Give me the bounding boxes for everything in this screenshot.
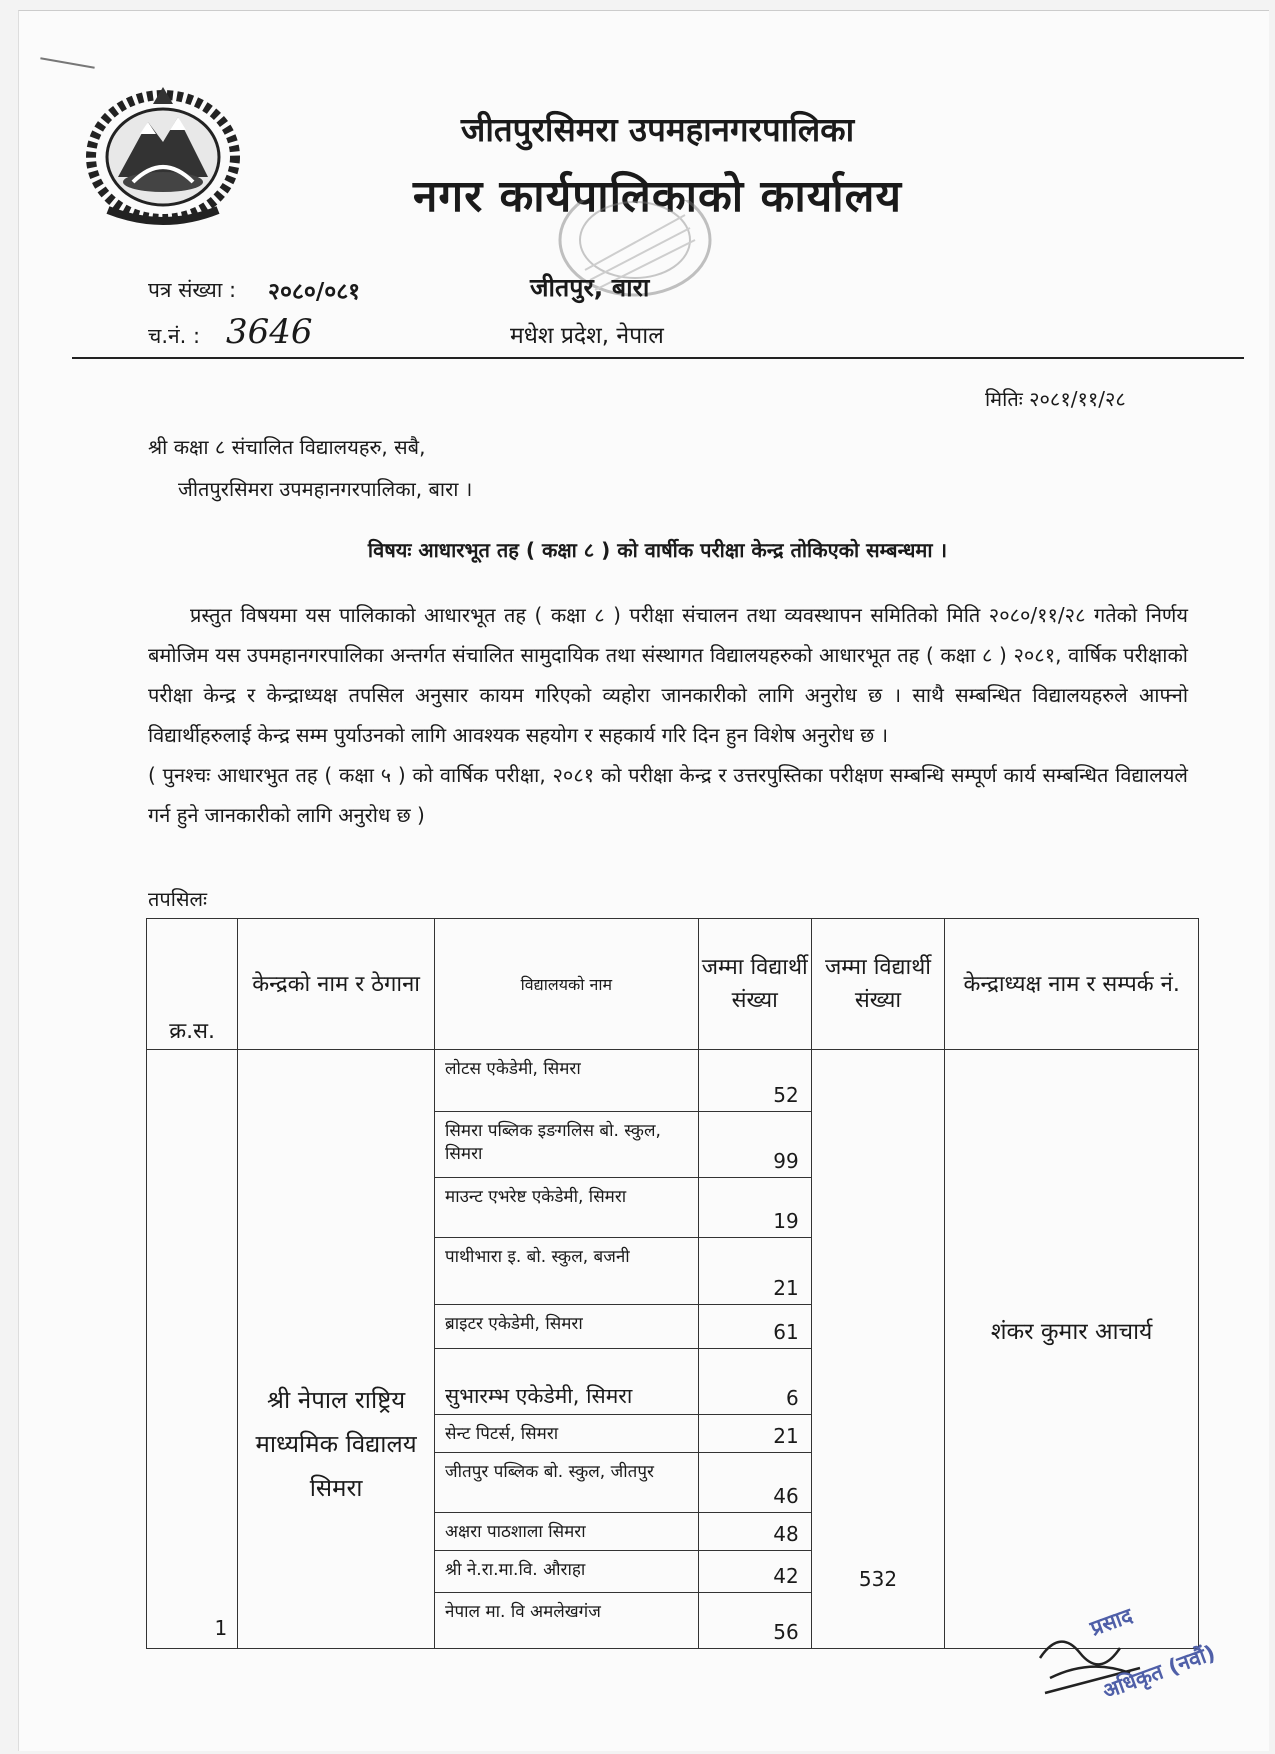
body-paragraph-2: ( पुनश्चः आधारभुत तह ( कक्षा ५ ) को वार्षिक परीक्षा, २०८१ को परीक्षा केन्द्र र उत्तरपुस्तिका परीक्षण सम्बन्धि सम्पूर्ण कार्य सम्बन्धित विद्यालयले गर्न हुने जानकारीको लागि अनुरोध छ ) — [148, 763, 1188, 827]
signature-name: प्रसाद — [1087, 1603, 1136, 1641]
school-name: लोटस एकेडेमी, सिमरा — [435, 1050, 699, 1112]
serial-number: 1 — [147, 1050, 238, 1649]
signature-title: अधिकृत (नवौं) — [1099, 1640, 1219, 1704]
header-rule — [72, 357, 1244, 359]
recipient-line-2: जीतपुरसिमरा उपमहानगरपालिका, बारा । — [178, 477, 473, 501]
school-name: जीतपुर पब्लिक बो. स्कुल, जीतपुर — [435, 1453, 699, 1513]
recipient-line-1: श्री कक्षा ८ संचालित विद्यालयहरु, सबै, — [148, 435, 426, 459]
school-name: पाथीभारा इ. बो. स्कुल, बजनी — [435, 1238, 699, 1305]
tapsil-label: तपसिलः — [148, 887, 208, 911]
total-students: 532 — [811, 1050, 945, 1649]
col-header-center: केन्द्रको नाम र ठेगाना — [238, 919, 435, 1050]
school-name: माउन्ट एभरेष्ट एकेडेमी, सिमरा — [435, 1178, 699, 1238]
student-count: 48 — [698, 1513, 811, 1551]
patra-sankhya-value: २०८०/०८१ — [268, 279, 361, 305]
patra-sankhya-label: पत्र संख्या : — [148, 278, 237, 302]
office-name: नगर कार्यपालिकाको कार्यालय — [413, 171, 902, 222]
table-row — [147, 1050, 1199, 1112]
student-count: 6 — [698, 1349, 811, 1415]
student-count: 56 — [698, 1593, 811, 1649]
student-count: 19 — [698, 1178, 811, 1238]
col-header-school: विद्यालयको नाम — [435, 919, 699, 1050]
student-count: 21 — [698, 1238, 811, 1305]
school-name: अक्षरा पाठशाला सिमरा — [435, 1513, 699, 1551]
student-count: 52 — [698, 1050, 811, 1112]
letter-date: मितिः २०८१/११/२८ — [985, 387, 1126, 411]
school-name: सेन्ट पिटर्स, सिमरा — [435, 1415, 699, 1453]
chalani-label: च.नं. : — [148, 324, 201, 348]
exam-center-table — [146, 918, 1199, 1649]
school-name: ब्राइटर एकेडेमी, सिमरा — [435, 1305, 699, 1349]
col-header-sn: क्र.स. — [147, 919, 238, 1050]
center-name: श्री नेपाल राष्ट्रिय माध्यमिक विद्यालय सिमरा — [238, 1050, 435, 1649]
col-header-total-students: जम्मा विद्यार्थी संख्या — [811, 919, 945, 1050]
col-header-coordinator: केन्द्राध्यक्ष नाम र सम्पर्क नं. — [945, 919, 1199, 1050]
chalani-value: 3646 — [226, 312, 313, 352]
school-name: नेपाल मा. वि अमलेखगंज — [435, 1593, 699, 1649]
student-count: 61 — [698, 1305, 811, 1349]
municipality-name: जीतपुरसिमरा उपमहानगरपालिका — [460, 110, 855, 149]
address-line-2: मधेश प्रदेश, नेपाल — [510, 323, 664, 349]
student-count: 99 — [698, 1112, 811, 1178]
letter-body — [148, 595, 1188, 835]
letter-subject: विषयः आधारभूत तह ( कक्षा ८ ) को वार्षीक परीक्षा केन्द्र तोकिएको सम्बन्धमा । — [367, 538, 948, 562]
signature-block — [1020, 1598, 1250, 1738]
school-name: सिमरा पब्लिक इङगलिस बो. स्कुल, सिमरा — [435, 1112, 699, 1178]
coordinator-name: शंकर कुमार आचार्य — [945, 1050, 1199, 1649]
address-line-1: जीतपुर, बारा — [530, 273, 650, 302]
school-name: श्री ने.रा.मा.वि. औराहा — [435, 1551, 699, 1593]
student-count: 42 — [698, 1551, 811, 1593]
school-name: सुभारम्भ एकेडेमी, सिमरा — [435, 1349, 699, 1415]
col-header-students: जम्मा विद्यार्थी संख्या — [698, 919, 811, 1050]
student-count: 21 — [698, 1415, 811, 1453]
table-header-row — [147, 919, 1199, 1050]
student-count: 46 — [698, 1453, 811, 1513]
body-paragraph-1: प्रस्तुत विषयमा यस पालिकाको आधारभूत तह ( कक्षा ८ ) परीक्षा संचालन तथा व्यवस्थापन समितिको मिति २०८०/११/२८ गतेको निर्णय बमोजिम यस उपमहानगरपालिका अन्तर्गत संचालित सामुदायिक तथा संस्थागत विद्यालयहरुको आधारभूत तह ( कक्षा ८ ) २०८१, वार्षिक परीक्षाको परीक्षा केन्द्र र केन्द्राध्यक्ष तपसिल अनुसार कायम गरिएको व्यहोरा जानकारीको लागि अनुरोध छ । साथै सम्बन्धित विद्यालयहरुले आफ्नो विद्यार्थीहरुलाई केन्द्र सम्म पुर्याउनको लागि आवश्यक सहयोग र सहकार्य गरि दिन हुन विशेष अनुरोध छ । — [148, 603, 1188, 747]
